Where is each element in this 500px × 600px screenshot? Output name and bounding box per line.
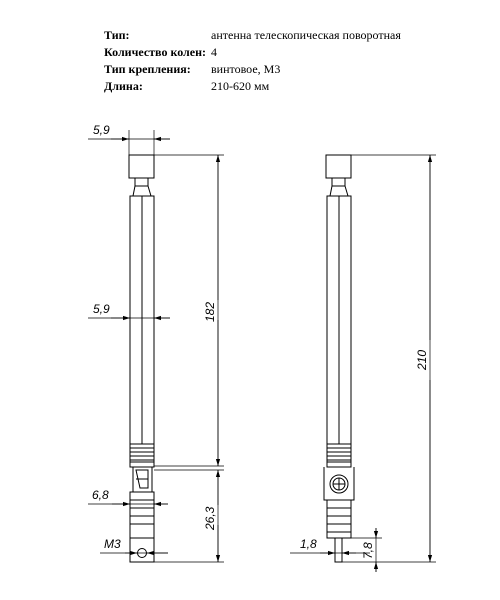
right-top-neck bbox=[332, 178, 345, 186]
left-collar-rings bbox=[130, 444, 154, 467]
right-hinge bbox=[324, 467, 354, 500]
spec-label-segments: Количество колен: bbox=[104, 45, 207, 59]
dim-total-length: 210 bbox=[415, 349, 429, 370]
dim-top-width: 5,9 bbox=[93, 123, 110, 137]
left-view bbox=[129, 155, 154, 562]
left-base bbox=[130, 492, 154, 538]
right-collar-rings bbox=[327, 444, 351, 467]
dim-base-height: 26,3 bbox=[203, 506, 217, 530]
dim-length-182: 182 bbox=[203, 301, 217, 322]
left-top-cap bbox=[129, 155, 154, 178]
spec-label-mount: Тип крепления: bbox=[104, 62, 191, 76]
spec-value-length: 210-620 мм bbox=[211, 79, 270, 93]
spec-value-mount: винтовое, М3 bbox=[211, 62, 281, 76]
spec-value-segments: 4 bbox=[211, 45, 217, 59]
spec-label-length: Длина: bbox=[104, 79, 143, 93]
left-top-neck bbox=[135, 178, 148, 186]
dim-tube-width: 5,9 bbox=[93, 302, 110, 316]
dim-thread: М3 bbox=[104, 537, 121, 551]
dim-pin-length: 7,8 bbox=[361, 542, 375, 559]
right-mount-pin bbox=[335, 538, 342, 562]
spec-label-type: Тип: bbox=[104, 28, 130, 42]
dim-pin-width: 1,8 bbox=[300, 537, 317, 551]
left-hinge bbox=[133, 467, 152, 492]
dim-base-width: 6,8 bbox=[92, 488, 109, 502]
left-neck-taper bbox=[133, 186, 151, 196]
right-view bbox=[324, 155, 354, 562]
spec-value-type: антенна телескопическая поворотная bbox=[211, 28, 401, 42]
right-top-cap bbox=[326, 155, 351, 178]
